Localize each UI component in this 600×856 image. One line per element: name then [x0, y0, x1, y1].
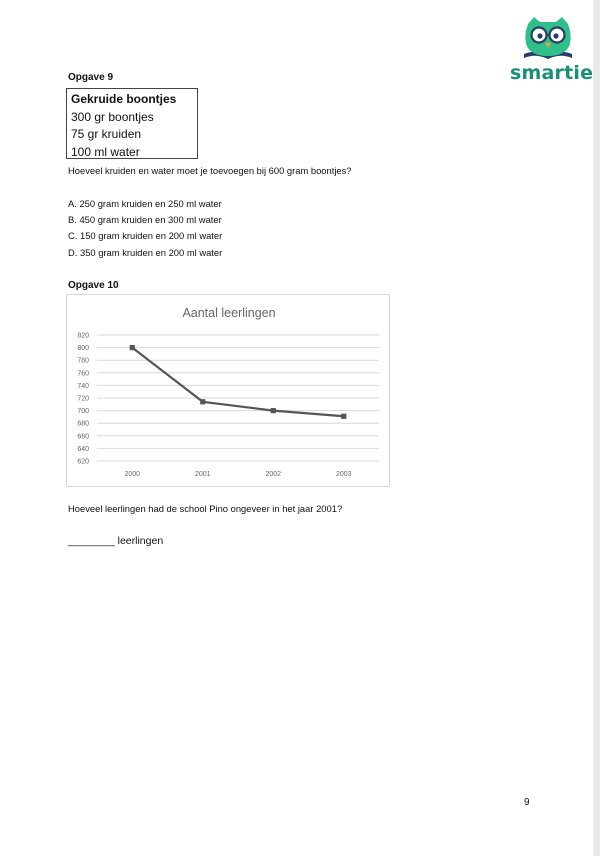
- y-tick-label: 640: [77, 445, 89, 453]
- y-tick-label: 820: [77, 332, 89, 340]
- y-tick-label: 720: [77, 395, 89, 403]
- x-tick-label: 2003: [335, 471, 352, 478]
- y-tick-label: 740: [77, 382, 89, 390]
- page-number: 9: [524, 797, 530, 808]
- line-chart: [66, 294, 390, 487]
- recipe-box: [66, 88, 198, 159]
- page-edge: [593, 0, 600, 856]
- answer-unit: leerlingen: [114, 535, 164, 547]
- q9-question: Hoeveel kruiden en water moet je toevoegen bij 600 gram boontjes?: [68, 165, 352, 176]
- y-tick-label: 700: [77, 408, 89, 416]
- option-a: A. 250 gram kruiden en 250 ml water: [68, 198, 222, 209]
- option-d: D. 350 gram kruiden en 200 ml water: [68, 246, 223, 258]
- smartie-logo: [510, 14, 594, 84]
- answer-line: [68, 535, 163, 547]
- q10-question: Hoeveel leerlingen had de school Pino ongeveer in het jaar 2001?: [68, 503, 343, 514]
- option-c: C. 150 gram kruiden en 200 ml water: [68, 230, 223, 242]
- option-b: B. 450 gram kruiden en 300 ml water: [68, 214, 222, 226]
- x-tick-label: 2000: [124, 471, 141, 478]
- y-tick-label: 620: [77, 458, 89, 466]
- y-tick-label: 780: [77, 357, 89, 365]
- q9-heading: Opgave 9: [68, 72, 114, 83]
- chart-svg: [67, 295, 389, 486]
- x-tick-label: 2002: [265, 471, 282, 478]
- y-tick-label: 660: [77, 433, 89, 441]
- y-tick-label: 680: [77, 420, 89, 428]
- logo-wordmark: smartie: [510, 62, 594, 84]
- chart-title: Aantal leerlingen: [182, 306, 276, 320]
- y-tick-label: 800: [77, 345, 89, 353]
- owl-logo-icon: [510, 14, 586, 64]
- data-point: [130, 345, 135, 350]
- data-point: [271, 408, 276, 413]
- series-line: [132, 348, 344, 417]
- recipe-line: 100 ml water: [71, 144, 140, 159]
- recipe-line: 75 gr kruiden: [71, 127, 142, 141]
- q9-options: [68, 196, 222, 261]
- recipe-line: 300 gr boontjes: [71, 109, 154, 124]
- data-point: [200, 399, 205, 404]
- q10-heading: Opgave 10: [68, 280, 119, 291]
- recipe-title: Gekruide boontjes: [71, 92, 177, 106]
- answer-blank[interactable]: ________: [68, 535, 115, 547]
- data-point: [341, 414, 346, 419]
- y-tick-label: 760: [77, 370, 89, 378]
- x-tick-label: 2001: [194, 471, 211, 478]
